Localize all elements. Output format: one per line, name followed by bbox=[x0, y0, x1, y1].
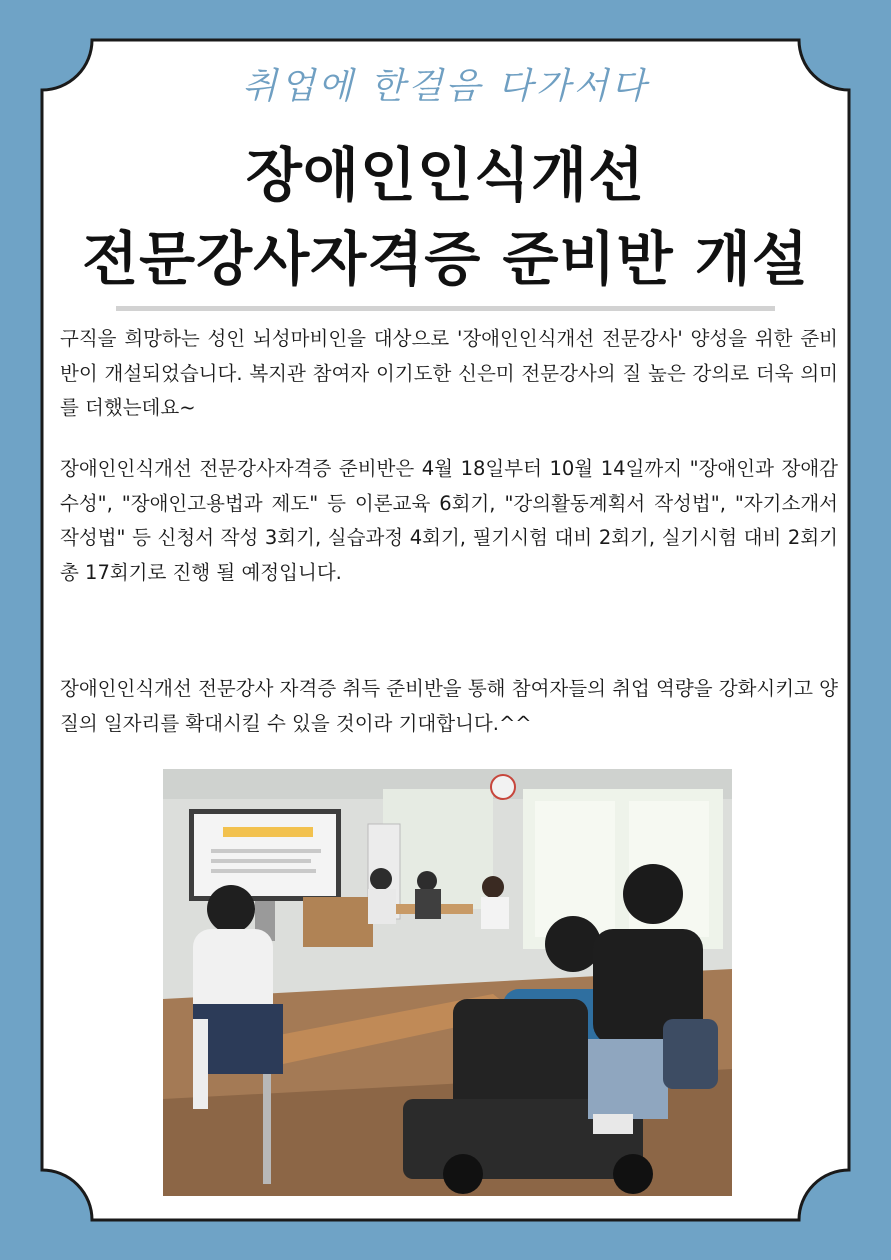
subtitle: 취업에 한걸음 다가서다 bbox=[242, 66, 649, 107]
divider bbox=[116, 306, 775, 311]
title-line1: 장애인인식개선 bbox=[245, 141, 646, 209]
paragraph-2: 장애인인식개선 전문강사자격증 준비반은 4월 18일부터 10월 14일까지 "장애인과 장애감수성", "장애인고용법과 제도" 등 이론교육 6회기, "강의활동계획서 작성법", "자기소개서 작성법" 등 신청서 작성 3회기, 실습과정 4회기, 필기시험 대비 2회기, 실기시험 대비 2회기 총 17회기로 진행 될 예정입니다. bbox=[60, 457, 838, 584]
title-line2: 전문강사자격증 준비반 개설 bbox=[82, 225, 809, 293]
classroom-photo bbox=[163, 769, 732, 1196]
paragraph-1: 구직을 희망하는 성인 뇌성마비인을 대상으로 '장애인인식개선 전문강사' 양성을 위한 준비반이 개설되었습니다. 복지관 참여자 이기도한 신은미 전문강사의 질 높은 강의로 더욱 의미를 더했는데요~ bbox=[60, 327, 838, 419]
paragraph-3: 장애인인식개선 전문강사 자격증 취득 준비반을 통해 참여자들의 취업 역량을 강화시키고 양질의 일자리를 확대시킬 수 있을 것이라 기대합니다.^^ bbox=[60, 677, 838, 735]
